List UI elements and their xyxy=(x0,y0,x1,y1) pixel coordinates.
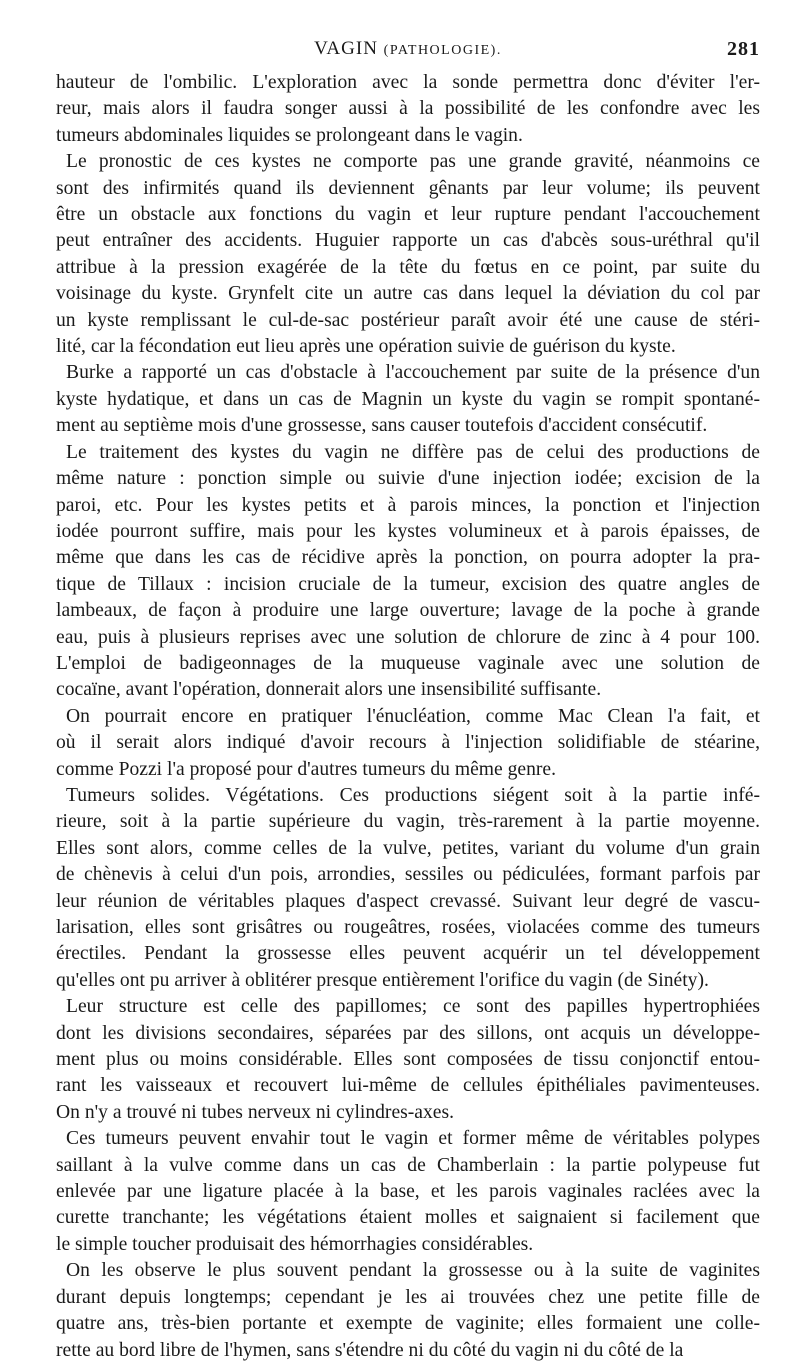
text-line: larisation, elles sont grisâtres ou rougeâtres, rosées, violacées comme des tumeurs xyxy=(56,917,760,938)
text-line: qu'elles ont pu arriver à oblitérer presque entièrement l'orifice du vagin (de Sinéty). xyxy=(56,969,709,991)
paragraph xyxy=(56,704,760,783)
text-line: érectiles. Pendant la grossesse elles peuvent acquérir un tel développement xyxy=(56,943,760,965)
text-line: sont des infirmités quand ils deviennent gênants par leur volume; ils peuvent xyxy=(56,177,760,199)
body-text xyxy=(56,70,760,1364)
text-line: Le pronostic de ces kystes ne comporte pas une grande gravité, néanmoins ce xyxy=(66,151,760,173)
text-line: L'emploi de badigeonnages de la muqueuse vaginale avec une solution de xyxy=(56,652,760,674)
text-line: peut entraîner des accidents. Huguier rapporte un cas d'abcès sous-uréthral qu'il xyxy=(56,230,760,252)
paragraph xyxy=(56,149,760,360)
text-line: Burke a rapporté un cas d'obstacle à l'accouchement par suite de la présence d'un xyxy=(66,362,760,384)
text-line: On les observe le plus souvent pendant la grossesse ou à la suite de vaginites xyxy=(66,1260,760,1282)
paragraph xyxy=(56,1258,760,1364)
text-line: durant depuis longtemps; cependant je les ai trouvées chez une petite fille de xyxy=(56,1286,760,1308)
text-line: On pourrait encore en pratiquer l'énucléation, comme Mac Clean l'a fait, et xyxy=(66,705,760,727)
text-line: Ces tumeurs peuvent envahir tout le vagin et former même de véritables polypes xyxy=(66,1128,760,1150)
text-line: rette au bord libre de l'hymen, sans s'étendre ni du côté du vagin ni du côté de la xyxy=(56,1339,684,1361)
text-line: un kyste remplissant le cul-de-sac postérieur paraît avoir été une cause de stéri- xyxy=(56,309,760,331)
text-line: eau, puis à plusieurs reprises avec une solution de chlorure de zinc à 4 pour 100. xyxy=(56,626,760,648)
text-line: ment au septième mois d'une grossesse, sans causer toutefois d'accident consécutif. xyxy=(56,415,708,437)
running-title-sub: (PATHOLOGIE). xyxy=(383,43,502,58)
text-line: le simple toucher produisait des hémorrhagies considérables. xyxy=(56,1233,534,1255)
text-line: hauteur de l'ombilic. L'exploration avec la sonde permettra donc d'éviter l'er- xyxy=(56,72,760,93)
text-line: tumeurs abdominales liquides se prolongeant dans le vagin. xyxy=(56,124,523,146)
text-line: lité, car la fécondation eut lieu après une opération suivie de guérison du kyste. xyxy=(56,336,676,358)
text-line: ment plus ou moins considérable. Elles sont composées de tissu conjonctif entou- xyxy=(56,1049,760,1071)
page-number: 281 xyxy=(727,38,760,60)
text-line: Leur structure est celle des papillomes; ce sont des papilles hypertrophiées xyxy=(66,996,760,1018)
running-title xyxy=(314,38,502,60)
text-line: comme Pozzi l'a proposé pour d'autres tumeurs du même genre. xyxy=(56,758,557,780)
text-line: curette tranchante; les végétations étaient molles et saignaient si facilement que xyxy=(56,1207,760,1229)
text-line: être un obstacle aux fonctions du vagin et leur rupture pendant l'accouchement xyxy=(56,204,760,226)
text-line: kyste hydatique, et dans un cas de Magnin un kyste du vagin se rompit spontané- xyxy=(56,388,760,410)
text-line: leur réunion de véritables plaques d'aspect crevassé. Suivant leur degré de vascu- xyxy=(56,890,760,912)
text-line: cocaïne, avant l'opération, donnerait alors une insensibilité suffisante. xyxy=(56,679,602,701)
text-line: tique de Tillaux : incision cruciale de la tumeur, excision des quatre angles de xyxy=(56,573,760,595)
text-line: lambeaux, de façon à produire une large ouverture; lavage de la poche à grande xyxy=(56,600,760,622)
text-line: même que dans les cas de récidive après la ponction, on pourra adopter la pra- xyxy=(56,547,760,569)
paragraph xyxy=(56,70,760,149)
text-line: enlevée par une ligature placée à la base, et les parois vaginales raclées avec la xyxy=(56,1181,760,1203)
text-line: paroi, etc. Pour les kystes petits et à parois minces, la ponction et l'injection xyxy=(56,494,760,516)
text-line: où il serait alors indiqué d'avoir recours à l'injection solidifiable de stéarine, xyxy=(56,732,760,754)
text-line: Le traitement des kystes du vagin ne diffère pas de celui des productions de xyxy=(66,441,760,463)
text-line: rant les vaisseaux et recouvert lui-même de cellules épithéliales pavimenteuses. xyxy=(56,1075,760,1097)
paragraph xyxy=(56,360,760,439)
text-line: de chènevis à celui d'un pois, arrondies, sessiles ou pédiculées, formant parfois par xyxy=(56,864,760,886)
text-line: quatre ans, très-bien portante et exempte de vaginite; elles formaient une colle- xyxy=(56,1313,760,1335)
text-line: dont les divisions secondaires, séparées par des sillons, ont acquis un développe- xyxy=(56,1022,760,1044)
running-title-main: VAGIN xyxy=(314,38,378,59)
text-line: attribue à la pression exagérée de la tête du fœtus en ce point, par suite du xyxy=(56,256,760,278)
text-line: iodée pourront suffire, mais pour les kystes volumineux et à parois épaisses, de xyxy=(56,520,760,542)
paragraph xyxy=(56,783,760,994)
paragraph xyxy=(56,1126,760,1258)
text-line: Elles sont alors, comme celles de la vulve, petites, variant du volume d'un grain xyxy=(56,837,760,859)
text-line: voisinage du kyste. Grynfelt cite un autre cas dans lequel la déviation du col par xyxy=(56,283,760,305)
text-line: On n'y a trouvé ni tubes nerveux ni cylindres-axes. xyxy=(56,1101,455,1123)
text-line: Tumeurs solides. Végétations. Ces productions siégent soit à la partie infé- xyxy=(66,784,760,806)
text-line: rieure, soit à la partie supérieure du vagin, très-rarement à la partie moyenne. xyxy=(56,811,760,833)
paragraph xyxy=(56,440,760,704)
text-line: saillant à la vulve comme dans un cas de Chamberlain : la partie polypeuse fut xyxy=(56,1154,760,1176)
text-line: même nature : ponction simple ou suivie d'une injection iodée; excision de la xyxy=(56,468,760,490)
running-header xyxy=(56,34,760,70)
paragraph xyxy=(56,994,760,1126)
text-line: reur, mais alors il faudra songer aussi à la possibilité de les confondre avec les xyxy=(56,98,760,120)
